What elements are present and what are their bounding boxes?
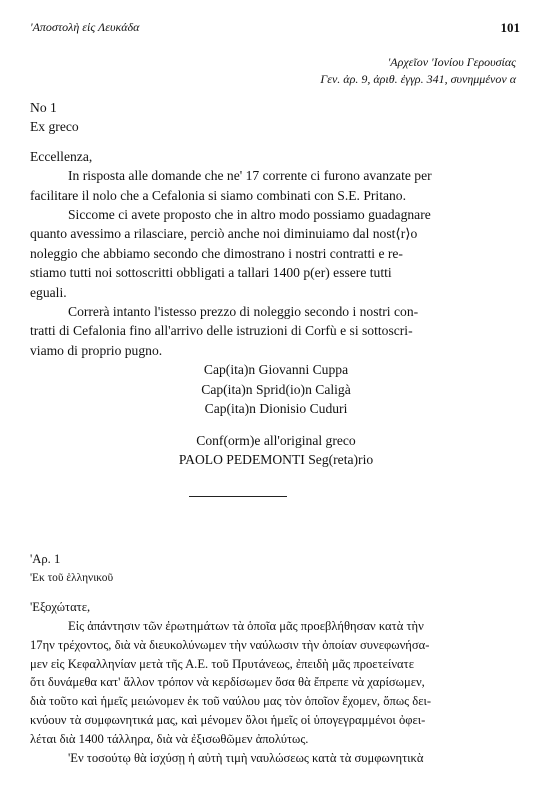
signatory: Cap(ita)n Dionisio Cuduri — [204, 401, 348, 417]
text-line: In risposta alle domande che ne' 17 corrente ci furono avanzate per — [68, 168, 432, 184]
document-number: 'Αρ. 1 — [30, 552, 61, 566]
text-line: eguali. — [30, 284, 67, 300]
paragraph-1 — [30, 166, 522, 205]
text-line: viamo di proprio pugno. — [30, 342, 163, 358]
signatories — [30, 360, 522, 418]
text-line: facilitare il nolo che a Cefalonia si siamo combinati con S.E. Pritano. — [30, 187, 406, 203]
running-head: 'Αποστολὴ εἰς Λευκάδα — [30, 20, 140, 34]
salutation: 'Εξοχώτατε, — [30, 599, 91, 614]
archive-reference — [320, 54, 516, 88]
text-line: Εἰς ἀπάντησιν τῶν ἐρωτημάτων τὰ ὁποῖα μᾶς προεβλήθησαν κατὰ τὴν — [68, 618, 424, 633]
text-line: ὅτι δυνάμεθα κατ' ἄλλον τρόπον νὰ κερδίσωμεν ὅσα θὰ ἔπρεπε νὰ χαρίσωμεν, — [30, 675, 425, 690]
text-line: λέται διὰ 1400 τάλληρα, διὰ νὰ ἐξισωθῶμεν ἀπολύτως. — [30, 732, 309, 747]
text-line: 'Εν τοσούτῳ θὰ ἰσχύσῃ ἡ αὐτὴ τιμὴ ναυλώσεως κατὰ τὰ συμφωνητικὰ — [68, 751, 424, 766]
archive-name: 'Αρχεῖον 'Ιονίου Γερουσίας — [387, 55, 516, 69]
text-line: μεν εἰς Κεφαλληνίαν μετὰ τῆς Α.Ε. τοῦ Πρυτάνεως, ἐπειδὴ μᾶς προετείνατε — [30, 656, 414, 671]
conformity-note: Conf(orm)e all'original greco — [196, 432, 356, 448]
document-number: No 1 — [30, 100, 57, 115]
text-line: noleggio che abbiamo secondo che dimostrano i nostri contratti e re- — [30, 245, 403, 261]
text-line: stiamo tutti noi sottoscritti obbligati a tallari 1400 p(er) essere tutti — [30, 265, 392, 281]
text-line: διὰ τοῦτο καὶ ἡμεῖς μειώνομεν ἐκ τοῦ ναύλου μας τὸν ὁποῖον ἔχομεν, ὅπως δει- — [30, 694, 432, 709]
salutation: Eccellenza, — [30, 148, 93, 164]
italian-document — [30, 98, 522, 469]
text-line: κνύουν τὰ συμφωνητικά μας, καὶ μένομεν ὅλοι ἡμεῖς οἱ ὑπογεγραμμένοι ὀφει- — [30, 713, 426, 728]
source-language: Ex greco — [30, 119, 79, 135]
signatory: Cap(ita)n Sprid(io)n Caligà — [201, 381, 351, 397]
greek-document — [30, 550, 522, 768]
paragraph-2 — [30, 205, 522, 302]
source-language: 'Εκ τοῦ ἑλληνικοῦ — [30, 571, 114, 584]
text-line: quanto avessimo a rilasciare, perciò anche noi diminuiamo dal nost⟨r⟩o — [30, 226, 418, 242]
section-divider — [189, 496, 287, 497]
text-line: Siccome ci avete proposto che in altro modo possiamo guadagnare — [68, 207, 431, 223]
paragraph-1 — [30, 617, 522, 749]
page-number: 101 — [500, 20, 520, 35]
text-line: Correrà intanto l'istesso prezzo di noleggio secondo i nostri con- — [68, 304, 419, 320]
paragraph-3 — [30, 302, 522, 360]
secretary-signature: PAOLO PEDEMONTI Seg(reta)rio — [178, 451, 374, 467]
text-line: tratti di Cefalonia fino all'arrivo delle istruzioni di Corfù e si sottoscri- — [30, 323, 413, 339]
signatory: Cap(ita)n Giovanni Cuppa — [203, 362, 349, 378]
archive-catalogue: Γεν. ἀρ. 9, ἀριθ. ἐγγρ. 341, συνημμένον α — [320, 72, 516, 86]
text-line: 17ην τρέχοντος, διὰ νὰ διευκολύνωμεν τὴν ναύλωσιν τὴν ὁποίαν συνεφωνήσα- — [30, 637, 430, 652]
